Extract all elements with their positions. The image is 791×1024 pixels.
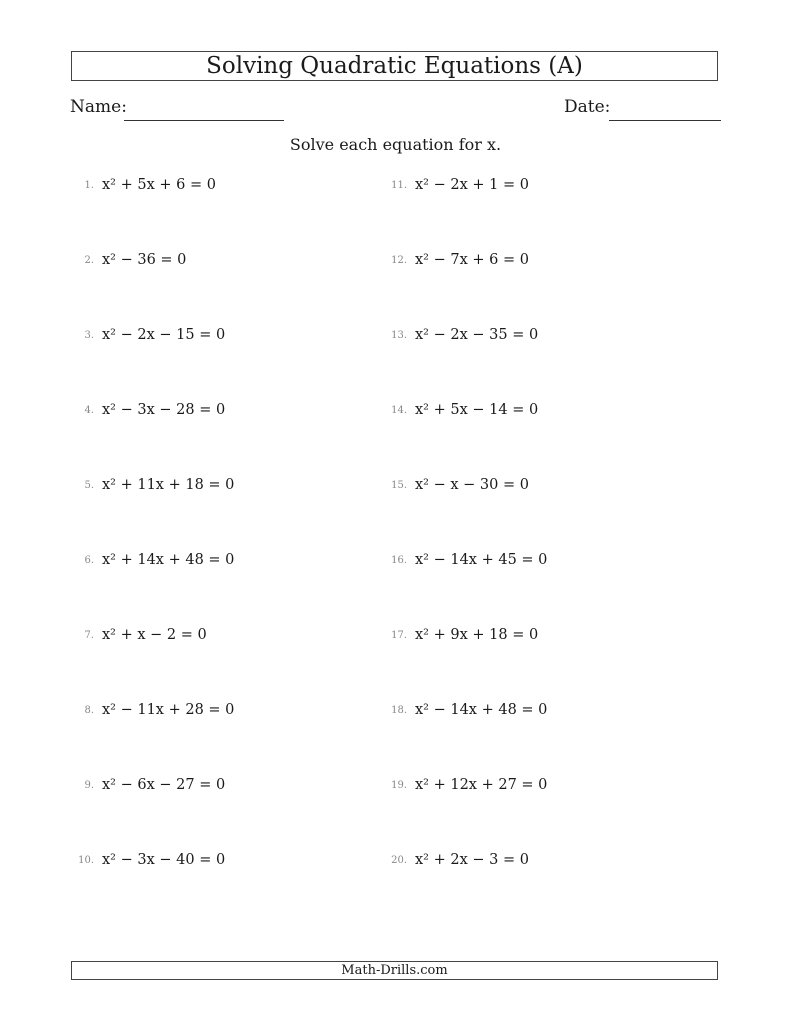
name-blank-line — [124, 120, 284, 121]
problem-number: 4. — [84, 405, 94, 416]
problem-number: 15. — [391, 480, 407, 491]
problem-item — [375, 175, 547, 250]
problem-number: 7. — [84, 630, 94, 641]
problem-item — [62, 550, 234, 625]
problem-equation: x² + 12x + 27 = 0 — [415, 777, 548, 793]
problem-number: 20. — [391, 855, 407, 866]
problem-item — [62, 175, 234, 250]
problem-equation: x² − 6x − 27 = 0 — [102, 777, 226, 793]
problem-item — [62, 400, 234, 475]
problem-number: 17. — [391, 630, 407, 641]
problem-number: 13. — [391, 330, 407, 341]
problem-number: 8. — [84, 705, 94, 716]
problem-equation: x² − 2x − 15 = 0 — [102, 327, 226, 343]
problem-equation: x² − 3x − 40 = 0 — [102, 852, 226, 868]
problem-number: 14. — [391, 405, 407, 416]
problem-number: 9. — [84, 780, 94, 791]
problem-equation: x² + 5x + 6 = 0 — [102, 177, 216, 193]
problem-equation: x² + 11x + 18 = 0 — [102, 477, 235, 493]
problem-number: 1. — [84, 180, 94, 191]
problem-number: 2. — [84, 255, 94, 266]
problem-item — [375, 550, 547, 625]
problem-number: 16. — [391, 555, 407, 566]
problem-equation: x² + 14x + 48 = 0 — [102, 552, 235, 568]
problem-equation: x² − 11x + 28 = 0 — [102, 702, 235, 718]
problem-number: 5. — [84, 480, 94, 491]
instructions: Solve each equation for x. — [289, 135, 502, 154]
problem-equation: x² + 2x − 3 = 0 — [415, 852, 529, 868]
problem-number: 10. — [78, 855, 94, 866]
problem-equation: x² − x − 30 = 0 — [415, 477, 529, 493]
problem-number: 3. — [84, 330, 94, 341]
problem-equation: x² − 7x + 6 = 0 — [415, 252, 529, 268]
problem-item — [375, 400, 547, 475]
date-blank-line — [609, 120, 721, 121]
problem-column-left — [62, 175, 234, 925]
problem-item — [62, 625, 234, 700]
footer-source: Math-Drills.com — [71, 961, 718, 980]
problem-item — [375, 625, 547, 700]
worksheet-title: Solving Quadratic Equations (A) — [71, 51, 718, 81]
problem-item — [375, 850, 547, 925]
problem-equation: x² + 9x + 18 = 0 — [415, 627, 539, 643]
problem-item — [62, 325, 234, 400]
date-label: Date: — [564, 97, 611, 117]
problem-equation: x² − 14x + 45 = 0 — [415, 552, 548, 568]
problem-item — [375, 700, 547, 775]
problem-number: 11. — [391, 180, 407, 191]
name-label: Name: — [70, 97, 127, 117]
problem-item — [62, 250, 234, 325]
problem-number: 12. — [391, 255, 407, 266]
problem-equation: x² − 36 = 0 — [102, 252, 187, 268]
problem-number: 18. — [391, 705, 407, 716]
problem-item — [62, 475, 234, 550]
problem-equation: x² − 2x − 35 = 0 — [415, 327, 539, 343]
problem-item — [375, 325, 547, 400]
problem-item — [375, 475, 547, 550]
problem-equation: x² − 2x + 1 = 0 — [415, 177, 529, 193]
problem-item — [375, 250, 547, 325]
problem-equation: x² − 14x + 48 = 0 — [415, 702, 548, 718]
problem-item — [375, 775, 547, 850]
problem-column-right — [375, 175, 547, 925]
problem-equation: x² + x − 2 = 0 — [102, 627, 207, 643]
problem-item — [62, 700, 234, 775]
problem-item — [62, 775, 234, 850]
problem-number: 19. — [391, 780, 407, 791]
problem-equation: x² − 3x − 28 = 0 — [102, 402, 226, 418]
problem-item — [62, 850, 234, 925]
problem-equation: x² + 5x − 14 = 0 — [415, 402, 539, 418]
problem-number: 6. — [84, 555, 94, 566]
